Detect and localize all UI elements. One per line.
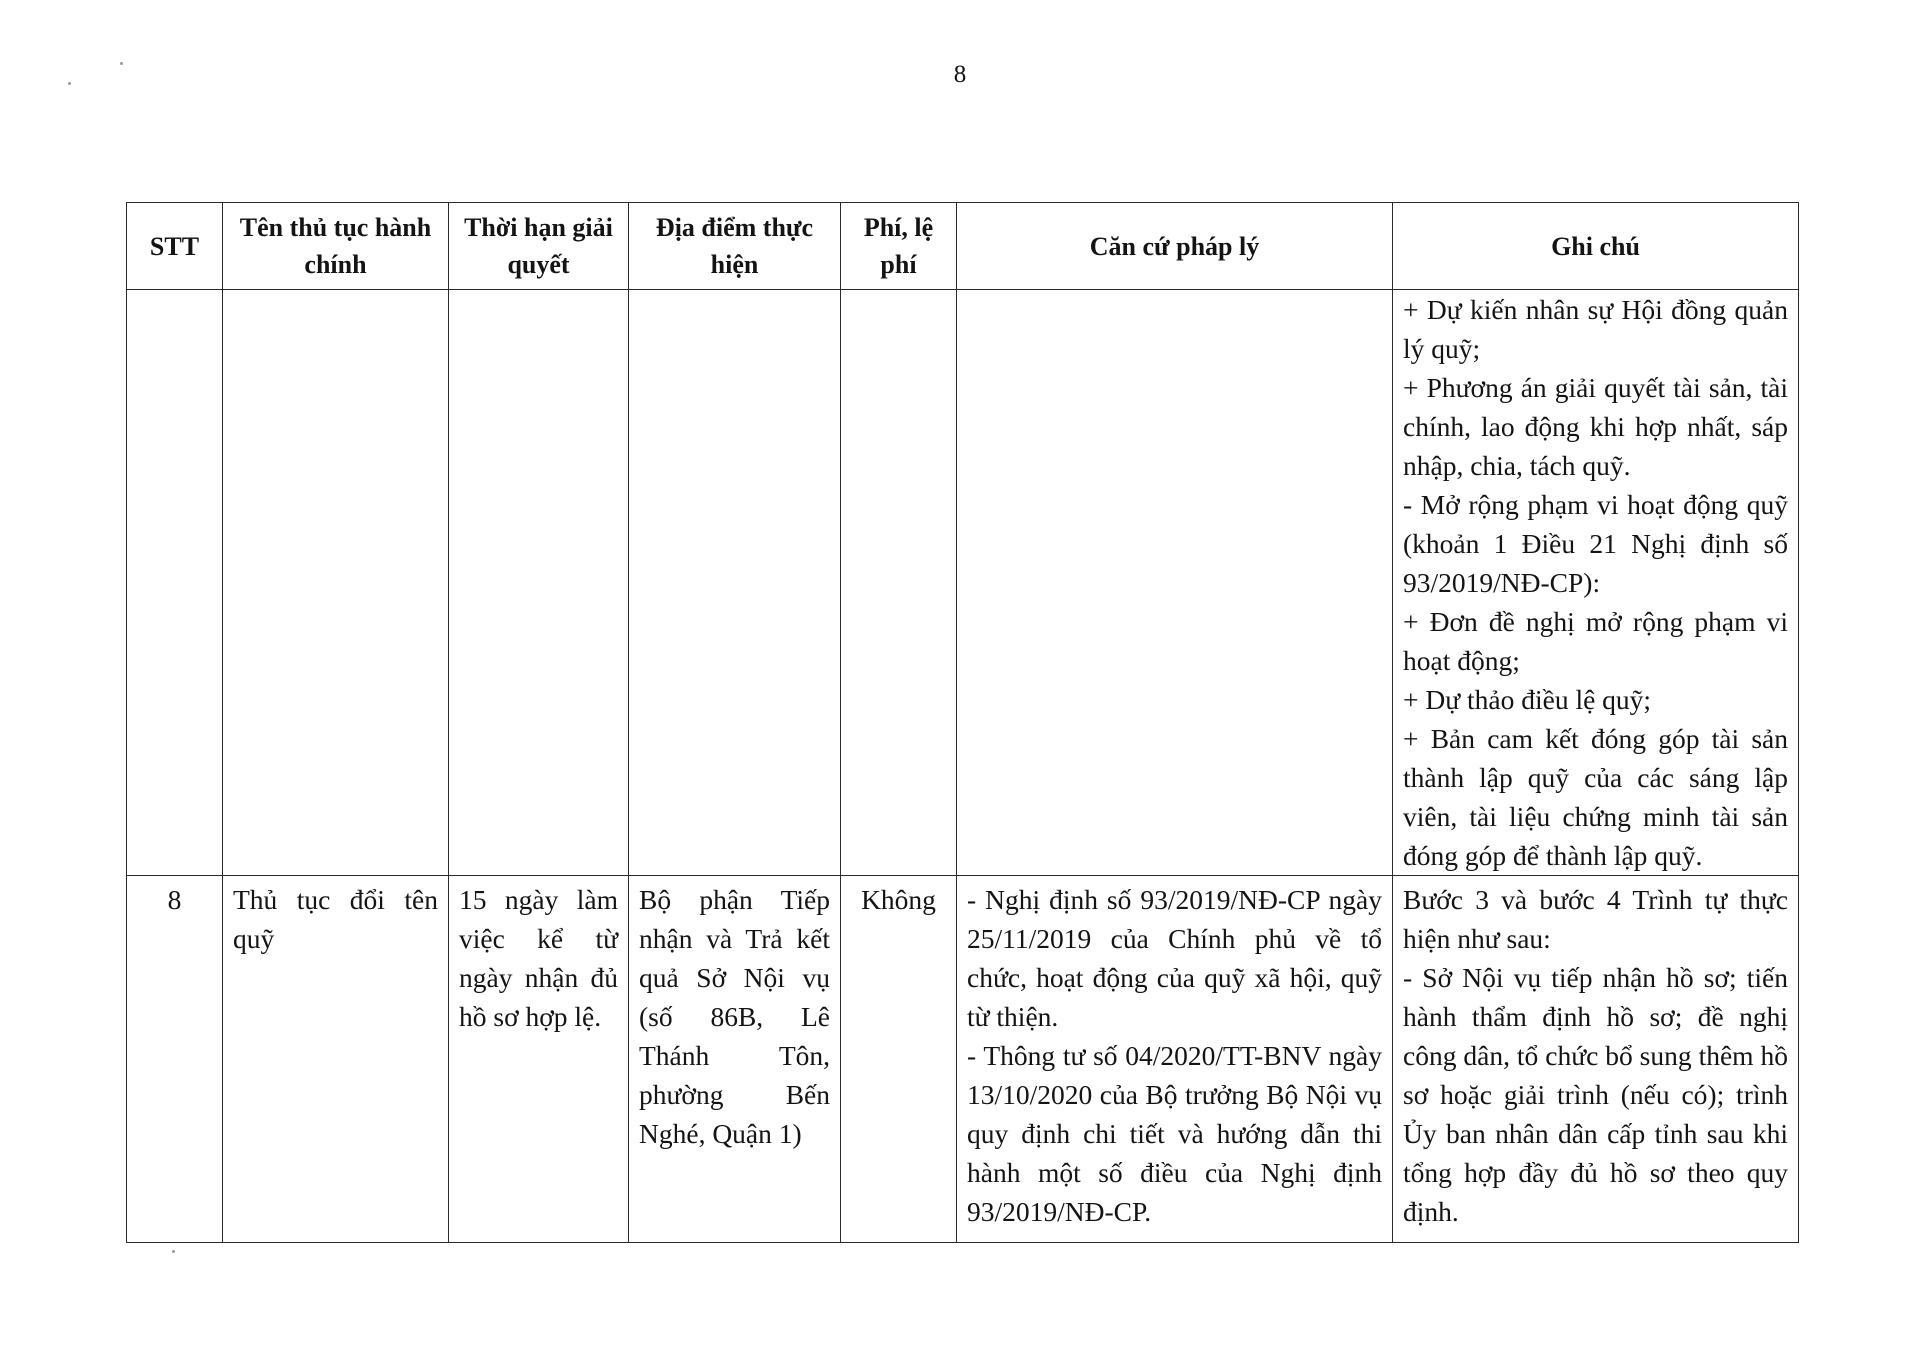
- scan-speck: [172, 1250, 175, 1253]
- cell-stt: [127, 290, 223, 876]
- header-notes: Ghi chú: [1393, 203, 1799, 290]
- cell-procedure-name: Thủ tục đổi tên quỹ: [223, 876, 449, 1243]
- cell-legal-basis: [957, 290, 1393, 876]
- header-procedure-name: Tên thủ tục hành chính: [223, 203, 449, 290]
- cell-location: [629, 290, 841, 876]
- cell-notes: [1393, 290, 1799, 876]
- header-fee: Phí, lệ phí: [841, 203, 957, 290]
- table-row-continued: [127, 290, 1799, 876]
- header-deadline: Thời hạn giải quyết: [449, 203, 629, 290]
- note-line: - Sở Nội vụ tiếp nhận hồ sơ; tiến hành thẩm định hồ sơ; đề nghị công dân, tổ chức bổ sung thêm hồ sơ hoặc giải trình (nếu có); trình Ủy ban nhân dân cấp tỉnh sau khi tổng hợp đầy đủ hồ sơ theo quy định.: [1403, 962, 1788, 1227]
- cell-legal-basis: [957, 876, 1393, 1243]
- table-row-8: [127, 876, 1799, 1243]
- cell-notes: [1393, 876, 1799, 1243]
- note-line: + Dự kiến nhân sự Hội đồng quản lý quỹ;: [1403, 294, 1788, 364]
- legal-basis-line: - Nghị định số 93/2019/NĐ-CP ngày 25/11/2019 của Chính phủ về tổ chức, hoạt động của quỹ xã hội, quỹ từ thiện.: [967, 884, 1382, 1032]
- cell-procedure-name: [223, 290, 449, 876]
- procedures-table: [126, 202, 1799, 1243]
- legal-basis-line: - Thông tư số 04/2020/TT-BNV ngày 13/10/2020 của Bộ trưởng Bộ Nội vụ quy định chi tiết và hướng dẫn thi hành một số điều của Nghị định 93/2019/NĐ-CP.: [967, 1040, 1382, 1227]
- cell-fee: Không: [841, 876, 957, 1243]
- header-stt: STT: [127, 203, 223, 290]
- note-line: + Bản cam kết đóng góp tài sản thành lập quỹ của các sáng lập viên, tài liệu chứng minh tài sản đóng góp để thành lập quỹ.: [1403, 723, 1788, 871]
- note-line: + Phương án giải quyết tài sản, tài chính, lao động khi hợp nhất, sáp nhập, chia, tách quỹ.: [1403, 372, 1788, 481]
- cell-stt: 8: [127, 876, 223, 1243]
- scan-speck: [68, 82, 71, 85]
- cell-deadline: 15 ngày làm việc kể từ ngày nhận đủ hồ sơ hợp lệ.: [449, 876, 629, 1243]
- cell-fee: [841, 290, 957, 876]
- header-location: Địa điểm thực hiện: [629, 203, 841, 290]
- note-line: + Đơn đề nghị mở rộng phạm vi hoạt động;: [1403, 606, 1788, 676]
- table-header-row: [127, 203, 1799, 290]
- page-number: 8: [953, 61, 967, 88]
- cell-deadline: [449, 290, 629, 876]
- cell-location: Bộ phận Tiếp nhận và Trả kết quả Sở Nội vụ (số 86B, Lê Thánh Tôn, phường Bến Nghé, Quận 1): [629, 876, 841, 1243]
- note-line: Bước 3 và bước 4 Trình tự thực hiện như sau:: [1403, 884, 1788, 954]
- note-line: - Mở rộng phạm vi hoạt động quỹ (khoản 1 Điều 21 Nghị định số 93/2019/NĐ-CP):: [1403, 489, 1788, 598]
- scan-speck: [120, 62, 123, 65]
- note-line: + Dự thảo điều lệ quỹ;: [1403, 684, 1652, 715]
- header-legal-basis: Căn cứ pháp lý: [957, 203, 1393, 290]
